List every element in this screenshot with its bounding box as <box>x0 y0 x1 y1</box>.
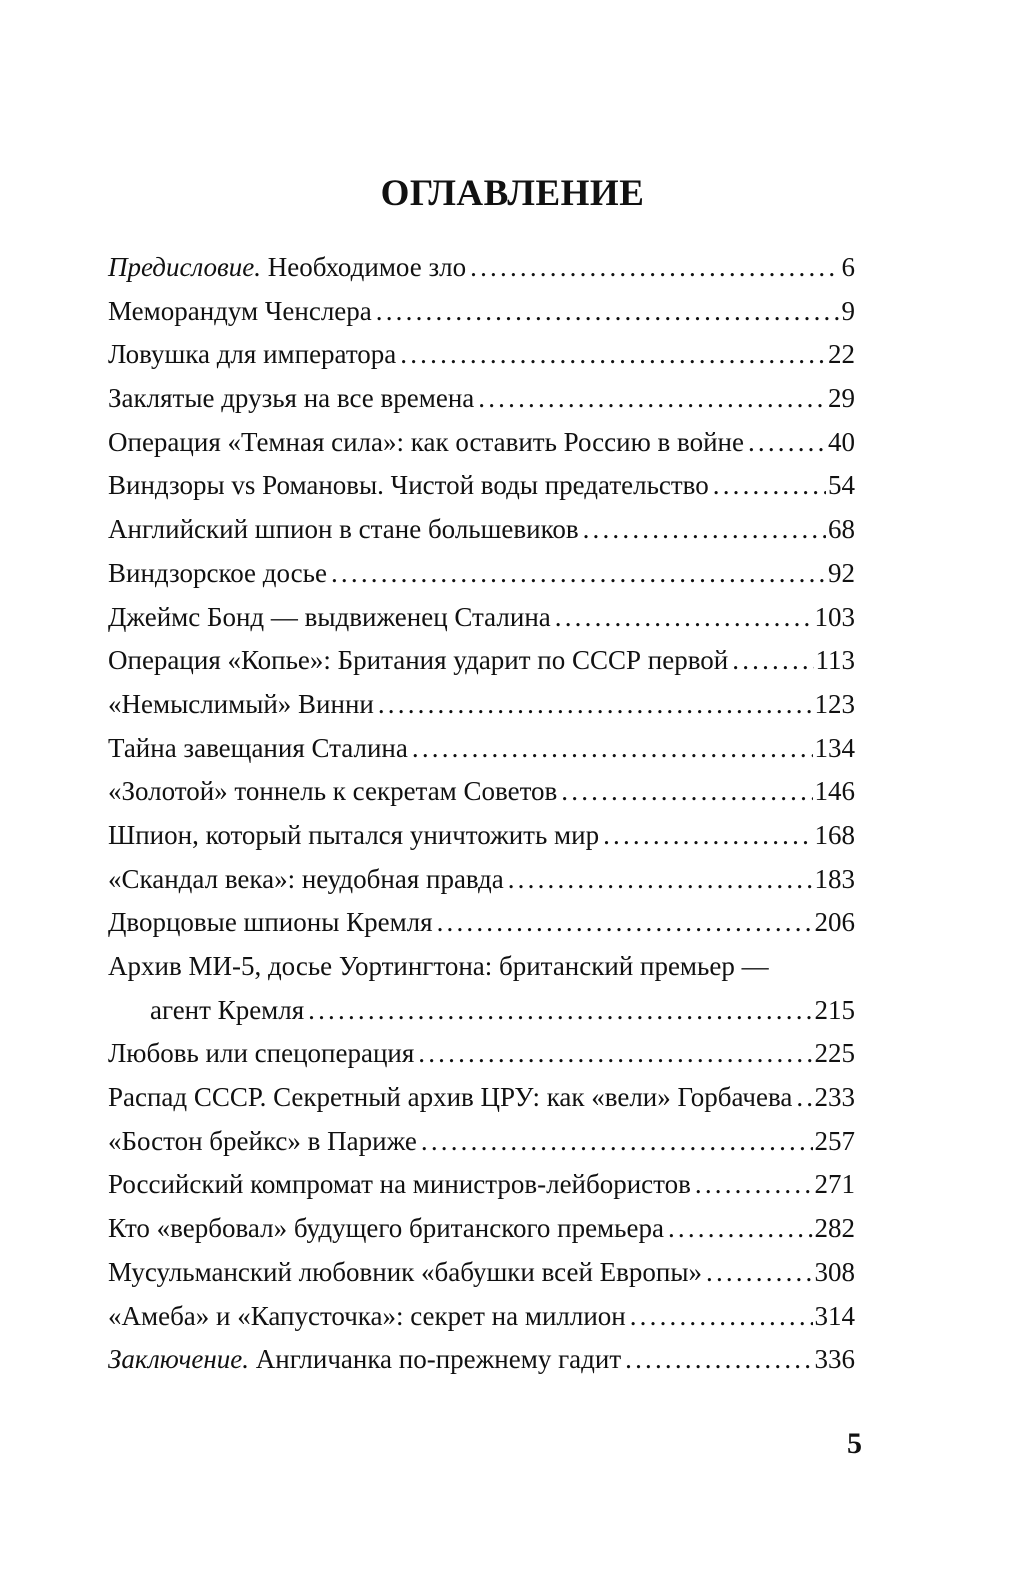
toc-entry <box>108 290 855 334</box>
toc-entry-text: Любовь или спецоперация <box>108 1038 415 1069</box>
toc-entry-page: 282 <box>814 1213 855 1244</box>
toc-entry-text: Распад СССР. Секретный архив ЦРУ: как «вели» Горбачева <box>108 1082 793 1113</box>
toc-entry-text: Заклятые друзья на все времена <box>108 383 475 414</box>
leader-dots <box>706 1251 813 1295</box>
leader-dots <box>412 727 813 771</box>
toc-entry-page: 233 <box>814 1082 855 1113</box>
toc-entry <box>108 1207 855 1251</box>
toc-entry-page: 257 <box>814 1125 855 1156</box>
toc-entry-title <box>108 596 551 640</box>
toc-entry-page: 308 <box>814 1256 855 1287</box>
toc-entry <box>108 552 855 596</box>
leader-dots <box>308 989 812 1033</box>
leader-dots <box>421 1120 813 1164</box>
toc-entry-section-label: Предисловие. <box>108 252 262 282</box>
toc-entry-text: Шпион, который пытался уничтожить мир <box>108 819 600 850</box>
toc-entry-title: Архив МИ-5, досье Уортингтона: британский премьер — <box>108 951 769 981</box>
leader-dots <box>732 639 813 683</box>
toc-entry-page: 314 <box>814 1300 855 1331</box>
toc-entry <box>108 727 855 771</box>
toc-entry-text: «Немыслимый» Винни <box>108 688 374 719</box>
toc-entry-page: 146 <box>814 776 855 807</box>
toc-entry <box>108 858 855 902</box>
toc-entry-text: Операция «Темная сила»: как оставить Россию в войне <box>108 426 744 457</box>
toc-entry <box>108 1251 855 1295</box>
toc-entry-text: Тайна завещания Сталина <box>108 732 408 763</box>
toc-entry-text: Английский шпион в стане большевиков <box>108 514 579 545</box>
leader-dots <box>695 1163 813 1207</box>
toc-entry <box>108 421 855 465</box>
toc-entry <box>108 1032 855 1076</box>
toc-entry-title <box>108 552 327 596</box>
toc-entry-text: «Скандал века»: неудобная правда <box>108 863 504 894</box>
page-number: 5 <box>847 1427 862 1460</box>
table-of-contents <box>108 246 855 1382</box>
toc-entry-title <box>108 858 504 902</box>
leader-dots <box>508 858 813 902</box>
toc-entry-title <box>108 683 374 727</box>
toc-entry <box>108 1163 855 1207</box>
toc-entry-title <box>108 1163 691 1207</box>
toc-entry-text: Кто «вербовал» будущего британского премьера <box>108 1213 664 1244</box>
toc-entry-title <box>108 1338 621 1382</box>
toc-entry-page: 225 <box>814 1038 855 1069</box>
toc-entry <box>108 1120 855 1164</box>
leader-dots <box>400 333 826 377</box>
toc-entry-text: Англичанка по-прежнему гадит <box>249 1344 622 1375</box>
toc-entry <box>108 814 855 858</box>
toc-entry-title <box>108 1295 626 1339</box>
toc-entry-title <box>108 1032 414 1076</box>
toc-entry-title <box>108 508 579 552</box>
toc-entry-text: Ловушка для императора <box>108 339 397 370</box>
toc-entry-section-label: Заключение. <box>108 1344 249 1375</box>
leader-dots <box>478 377 826 421</box>
toc-entry-page: 215 <box>814 994 855 1025</box>
toc-entry-text: Меморандум Ченслера <box>108 295 372 326</box>
toc-entry-page: 336 <box>814 1344 855 1375</box>
toc-entry <box>108 333 855 377</box>
toc-entry-continued <box>108 989 855 1033</box>
toc-entry-text: Необходимое зло <box>261 252 467 282</box>
leader-dots <box>437 901 813 945</box>
toc-entry-title <box>108 814 599 858</box>
leader-dots <box>555 596 813 640</box>
toc-entry <box>108 683 855 727</box>
toc-entry-title <box>108 1207 664 1251</box>
toc-entry-text: Виндзорское досье <box>108 557 327 588</box>
toc-entry-title <box>108 1076 792 1120</box>
leader-dots <box>331 552 826 596</box>
leader-dots <box>470 246 839 290</box>
leader-dots <box>583 508 826 552</box>
leader-dots <box>603 814 812 858</box>
toc-entry-text: Мусульманский любовник «бабушки всей Европы» <box>108 1256 702 1287</box>
toc-entry-text: Виндзоры vs Романовы. Чистой воды предательство <box>108 470 709 501</box>
toc-entry <box>108 770 855 814</box>
toc-entry-page: 113 <box>815 645 855 676</box>
toc-entry-page: 183 <box>814 863 855 894</box>
leader-dots <box>376 290 840 334</box>
toc-entry-title <box>108 1120 417 1164</box>
toc-entry-page: 103 <box>814 601 855 632</box>
toc-entry-page: 134 <box>814 732 855 763</box>
toc-entry-title <box>108 639 728 683</box>
leader-dots <box>378 683 813 727</box>
toc-entry <box>108 901 855 945</box>
toc-entry <box>108 377 855 421</box>
toc-entry-title <box>108 421 744 465</box>
toc-entry <box>108 1338 855 1382</box>
leader-dots <box>630 1295 813 1339</box>
toc-entry <box>108 596 855 640</box>
toc-entry-page: 68 <box>828 514 855 545</box>
toc-entry-page: 29 <box>828 383 855 414</box>
toc-entry-title: агент Кремля <box>150 994 305 1025</box>
toc-entry-page: 54 <box>828 470 855 501</box>
toc-entry-page: 271 <box>814 1169 855 1200</box>
toc-entry-title <box>108 246 466 290</box>
toc-entry-title <box>108 333 396 377</box>
toc-entry <box>108 246 855 290</box>
toc-entry-page: 92 <box>828 557 855 588</box>
toc-entry-title <box>108 901 433 945</box>
toc-entry-title <box>108 770 557 814</box>
toc-entry-page: 40 <box>828 426 855 457</box>
leader-dots <box>668 1207 813 1251</box>
leader-dots <box>625 1338 812 1382</box>
toc-entry <box>108 508 855 552</box>
toc-entry <box>108 945 855 989</box>
toc-entry <box>108 1295 855 1339</box>
toc-entry-text: Операция «Копье»: Британия ударит по СССР первой <box>108 645 729 676</box>
leader-dots <box>713 464 826 508</box>
toc-entry-page: 6 <box>841 252 855 282</box>
toc-entry-page: 168 <box>814 819 855 850</box>
leader-dots <box>796 1076 812 1120</box>
toc-entry-title <box>108 1251 702 1295</box>
toc-entry-text: «Бостон брейкс» в Париже <box>108 1125 417 1156</box>
toc-entry-page: 123 <box>814 688 855 719</box>
toc-entry-text: Джеймс Бонд — выдвиженец Сталина <box>108 601 551 632</box>
toc-entry <box>108 1076 855 1120</box>
toc-entry-text: «Амеба» и «Капусточка»: секрет на миллион <box>108 1300 626 1331</box>
toc-entry-text: Российский компромат на министров-лейбористов <box>108 1169 691 1200</box>
toc-entry-title <box>108 290 372 334</box>
page-title: ОГЛАВЛЕНИЕ <box>380 173 645 214</box>
leader-dots <box>561 770 812 814</box>
toc-entry-page: 206 <box>814 907 855 938</box>
toc-entry-text: «Золотой» тоннель к секретам Советов <box>108 776 558 807</box>
toc-entry-title <box>108 727 408 771</box>
toc-entry-page: 9 <box>841 295 855 326</box>
toc-entry-text: Дворцовые шпионы Кремля <box>108 907 433 938</box>
leader-dots <box>748 421 826 465</box>
toc-entry-page: 22 <box>828 339 855 370</box>
toc-entry <box>108 464 855 508</box>
toc-entry <box>108 639 855 683</box>
leader-dots <box>418 1032 812 1076</box>
toc-entry-title <box>108 464 709 508</box>
toc-entry-title <box>108 377 474 421</box>
